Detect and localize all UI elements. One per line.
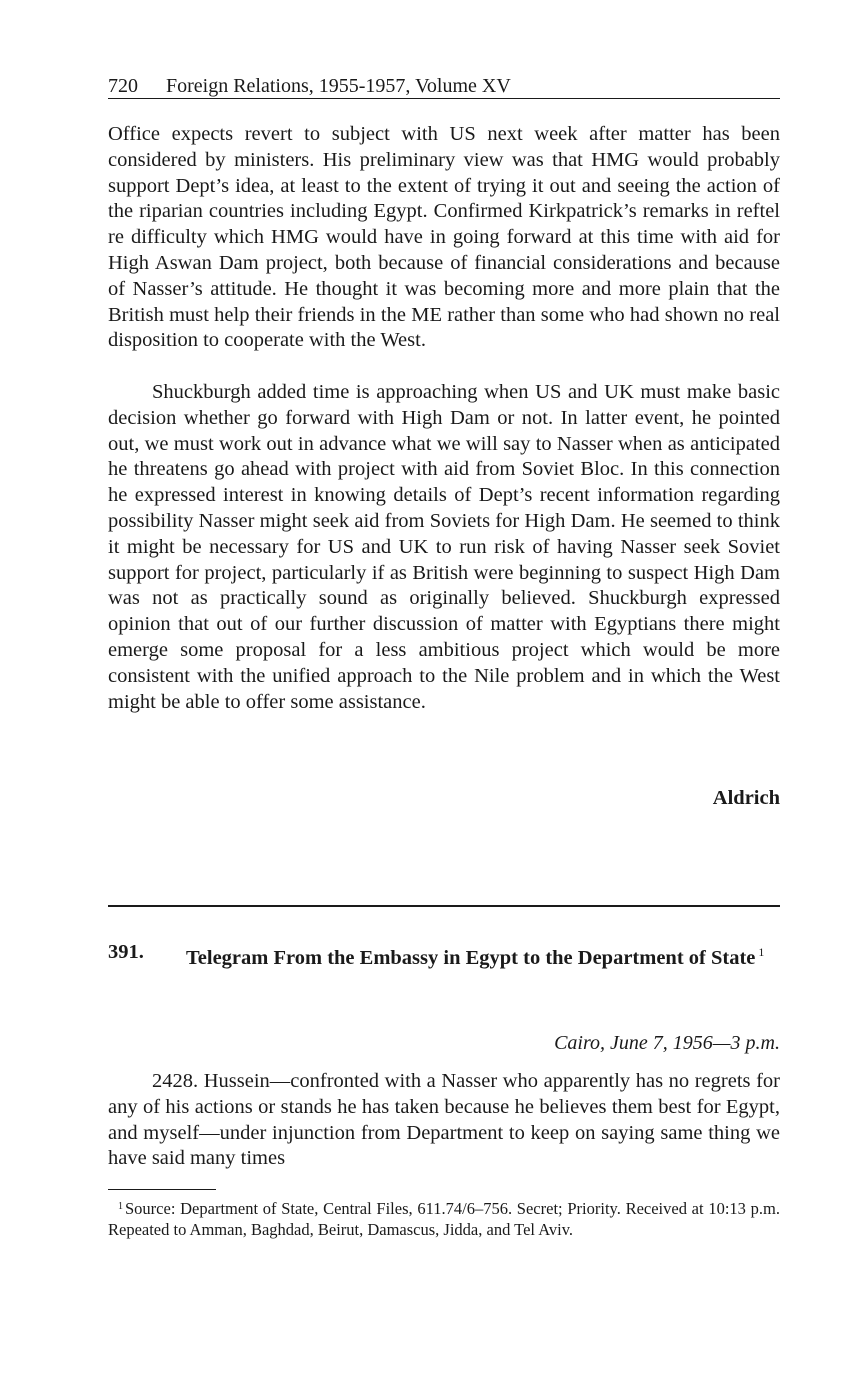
dateline: Cairo, June 7, 1956—3 p.m.: [554, 1032, 780, 1054]
telegram-body: 2428. Hussein—confronted with a Nasser who apparently has no regrets for any of his actions or stands he has taken because he believes them best for Egypt, and myself—under injunction from Department to keep on saying same thing we have said many times: [108, 1070, 780, 1170]
document-title: [186, 939, 780, 971]
paragraph-2: Shuckburgh added time is approaching when US and UK must make basic decision whether go forward with High Dam or not. In latter event, he pointed out, we must work out in advance what we will say to Nasser when as anticipated he threatens go ahead with project with aid from Soviet Bloc. In this connection he expressed interest in knowing details of Dept’s recent information regarding possibility Nasser might seek aid from Soviets for High Dam. He seemed to think it might be necessary for US and UK to run risk of having Nasser seek Soviet support for project, particularly if as British were beginning to suspect High Dam was not as practically sound as originally believed. Shuckburgh expressed opinion that out of our further discussion of matter with Egyptians there might emerge some proposal for a less ambitious project which would be more consistent with the unified approach to the Nile problem and in which the West might be able to offer some assistance.: [108, 381, 780, 713]
signature: Aldrich: [712, 787, 780, 809]
publication-title: Foreign Relations, 1955-1957, Volume XV: [166, 75, 511, 97]
footnote: [108, 1196, 780, 1240]
paragraph-1: Office expects revert to subject with US next week after matter has been considered by ministers. His preliminary view was that HMG would probably support Dept’s idea, at least to the extent of trying it out and seeing the action of the riparian countries including Egypt. Confirmed Kirkpatrick’s remarks in reftel re difficulty which HMG would have in going forward at this time with aid for High Aswan Dam project, both because of financial considerations and because of Nasser’s attitude. He thought it was becoming more and more plain that the British must help their friends in the ME rather than some who had shown no real disposition to cooperate with the West.: [108, 123, 780, 352]
footnote-marker: 1: [118, 1201, 123, 1212]
footnote-text: Source: Department of State, Central Files, 611.74/6–756. Secret; Priority. Received at 10:13 p.m. Repeated to Amman, Baghdad, Beirut, Damascus, Jidda, and Tel Aviv.: [108, 1199, 780, 1239]
document-number: 391.: [108, 941, 144, 963]
section-divider: [108, 905, 780, 907]
page-number: 720: [108, 75, 138, 97]
footnote-divider: [108, 1189, 216, 1190]
running-header: [108, 74, 780, 99]
footnote-reference[interactable]: 1: [758, 945, 765, 959]
document-title-text: Telegram From the Embassy in Egypt to the Department of State: [186, 947, 756, 969]
